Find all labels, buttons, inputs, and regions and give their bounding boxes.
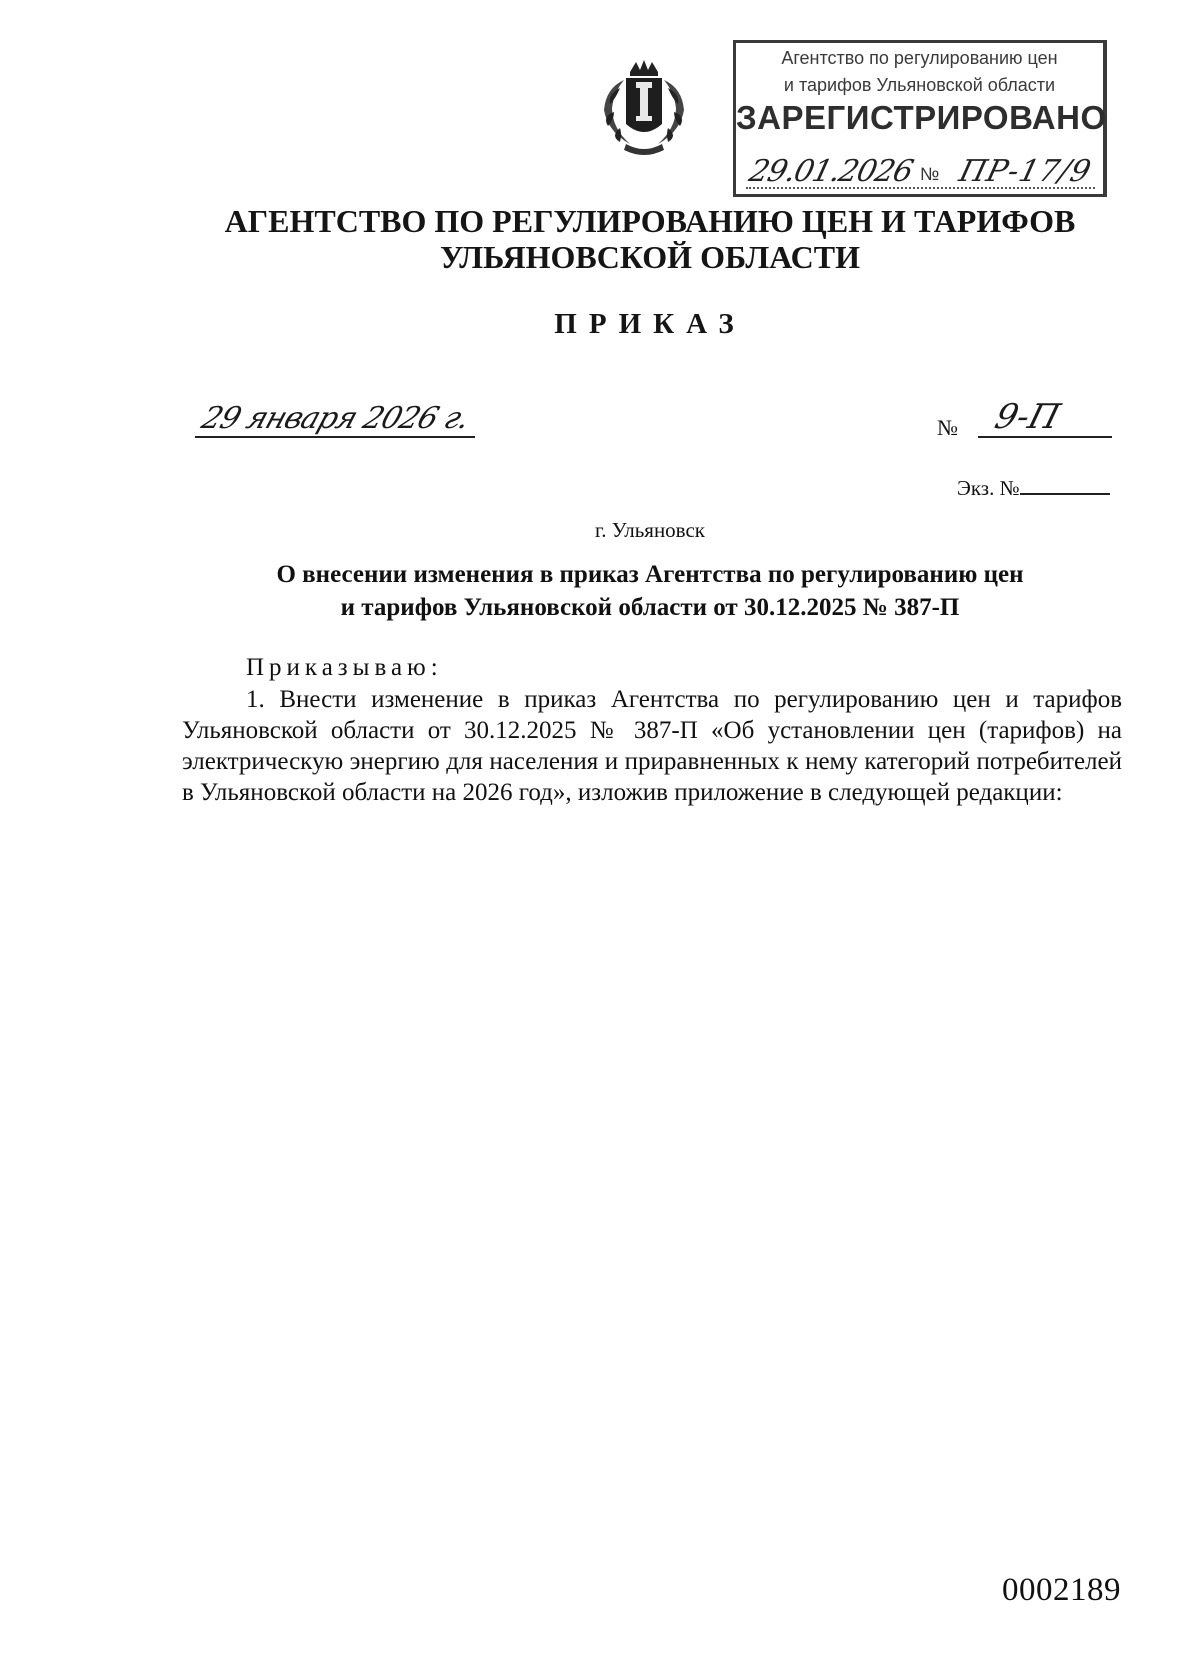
order-verb: Приказываю:	[246, 654, 443, 681]
registration-stamp	[733, 40, 1107, 197]
order-subject	[0, 558, 1200, 624]
copy-number-blank	[1020, 475, 1110, 495]
copy-number-field	[957, 475, 1110, 501]
order-date-field	[195, 402, 475, 442]
stamp-registration-date: 29.01.2026	[745, 154, 917, 189]
stamp-registration-row	[736, 151, 1103, 195]
stamp-registered-label: ЗАРЕГИСТРИРОВАНО	[736, 99, 1107, 136]
agency-title-line2: УЛЬЯНОВСКОЙ ОБЛАСТИ	[439, 239, 861, 275]
city: г. Ульяновск	[594, 518, 705, 542]
order-number-field	[978, 396, 1112, 442]
stamp-number-label: №	[920, 164, 940, 184]
order-number-underline	[978, 436, 1112, 438]
order-subject-line2: и тарифов Ульяновской области от 30.12.2025 № 387-П	[340, 594, 960, 621]
stamp-underline	[746, 187, 1095, 189]
order-number: 9-П	[990, 397, 1065, 437]
serial-number: 0002189	[1002, 1572, 1121, 1608]
copy-number-label: Экз. №	[957, 476, 1020, 500]
stamp-agency-line2: и тарифов Ульяновской области	[783, 75, 1056, 95]
order-subject-line1: О внесении изменения в приказ Агентства по регулированию цен	[276, 561, 1024, 588]
agency-title-line1: АГЕНТСТВО ПО РЕГУЛИРОВАНИЮ ЦЕН И ТАРИФОВ	[224, 203, 1076, 239]
order-number-label: №	[937, 415, 958, 440]
order-date-underline	[195, 436, 475, 438]
coat-of-arms-icon	[590, 58, 698, 160]
stamp-registration-number: ПР-17/9	[955, 154, 1096, 189]
stamp-agency-line1: Агентство по регулированию цен	[781, 48, 1058, 68]
order-date: 29 января 2026 г.	[197, 401, 474, 436]
document-type: ПРИКАЗ	[554, 308, 746, 340]
order-paragraph-1: 1. Внести изменение в приказ Агентства по регулированию цен и тарифов Ульяновской области от 30.12.2025 № 387-П «Об установлении цен (тарифов) на электрическую энергию для населения и приравненных к нему категорий потребителей в Ульяновской области на 2026 год», изложив приложение в следующей редакции:	[182, 686, 1122, 806]
agency-title	[0, 203, 1200, 275]
